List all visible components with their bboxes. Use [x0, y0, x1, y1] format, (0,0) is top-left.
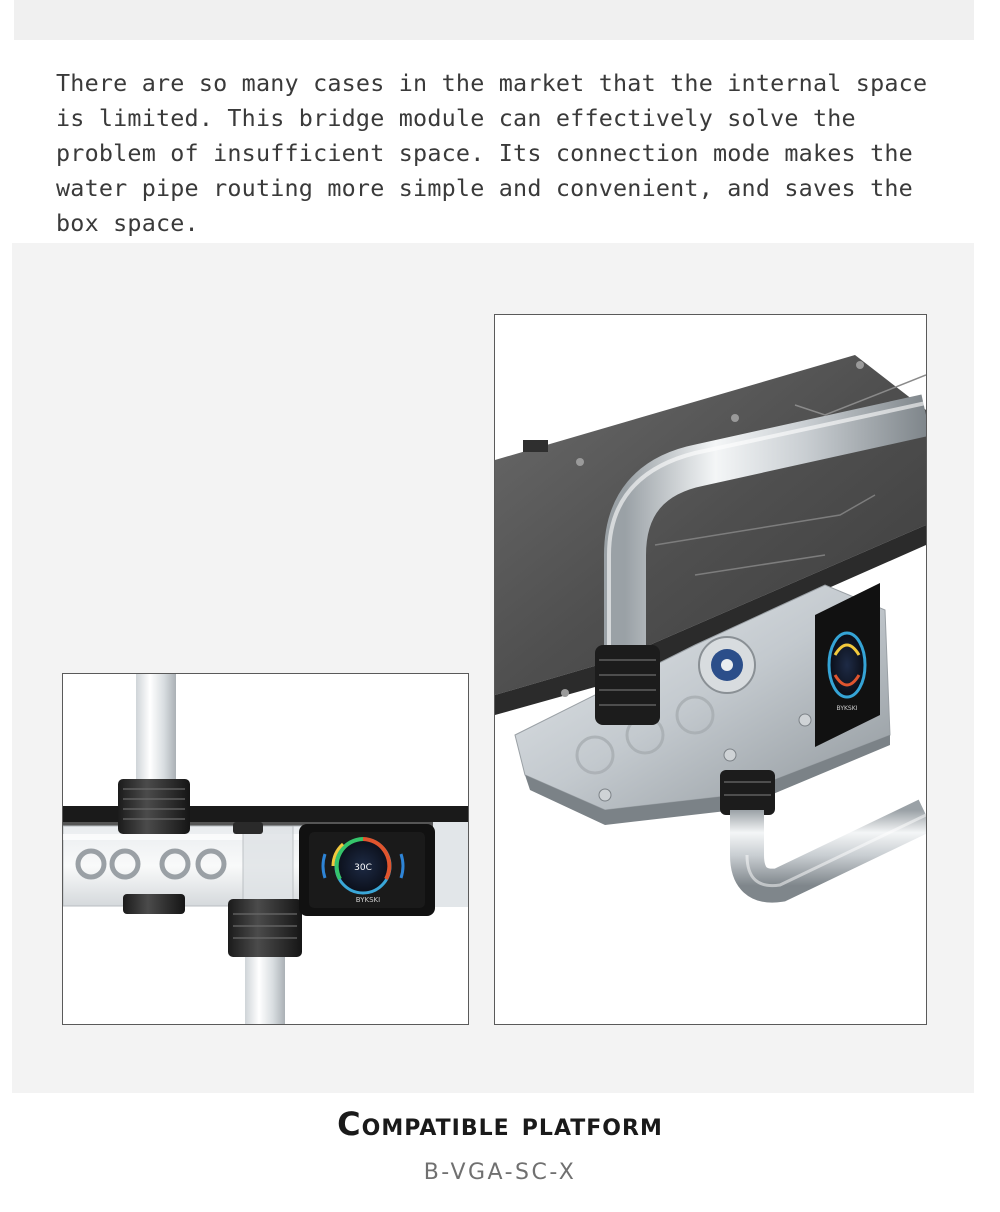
bridge-module-front-illustration [63, 674, 468, 1024]
bridge-module-front-image [62, 673, 469, 1025]
panel-brand-label: BYKSKI [836, 705, 858, 712]
product-gallery [12, 243, 974, 1093]
model-code: B-VGA-SC-X [423, 1160, 577, 1185]
gpu-block-installed-image [494, 314, 927, 1025]
section-heading: Compatible platform [337, 1105, 663, 1143]
intro-paragraph: There are so many cases in the market that the internal space is limited. This bridge module can effectively solve the problem of insufficient space. Its connection mode makes the water pipe routing more simple and convenient, and saves the box space. [56, 69, 928, 237]
display-temperature-label: 30C [354, 863, 372, 873]
top-band [14, 0, 974, 40]
gpu-block-installed-illustration [495, 315, 926, 1024]
display-brand-label: BYKSKI [355, 896, 381, 904]
